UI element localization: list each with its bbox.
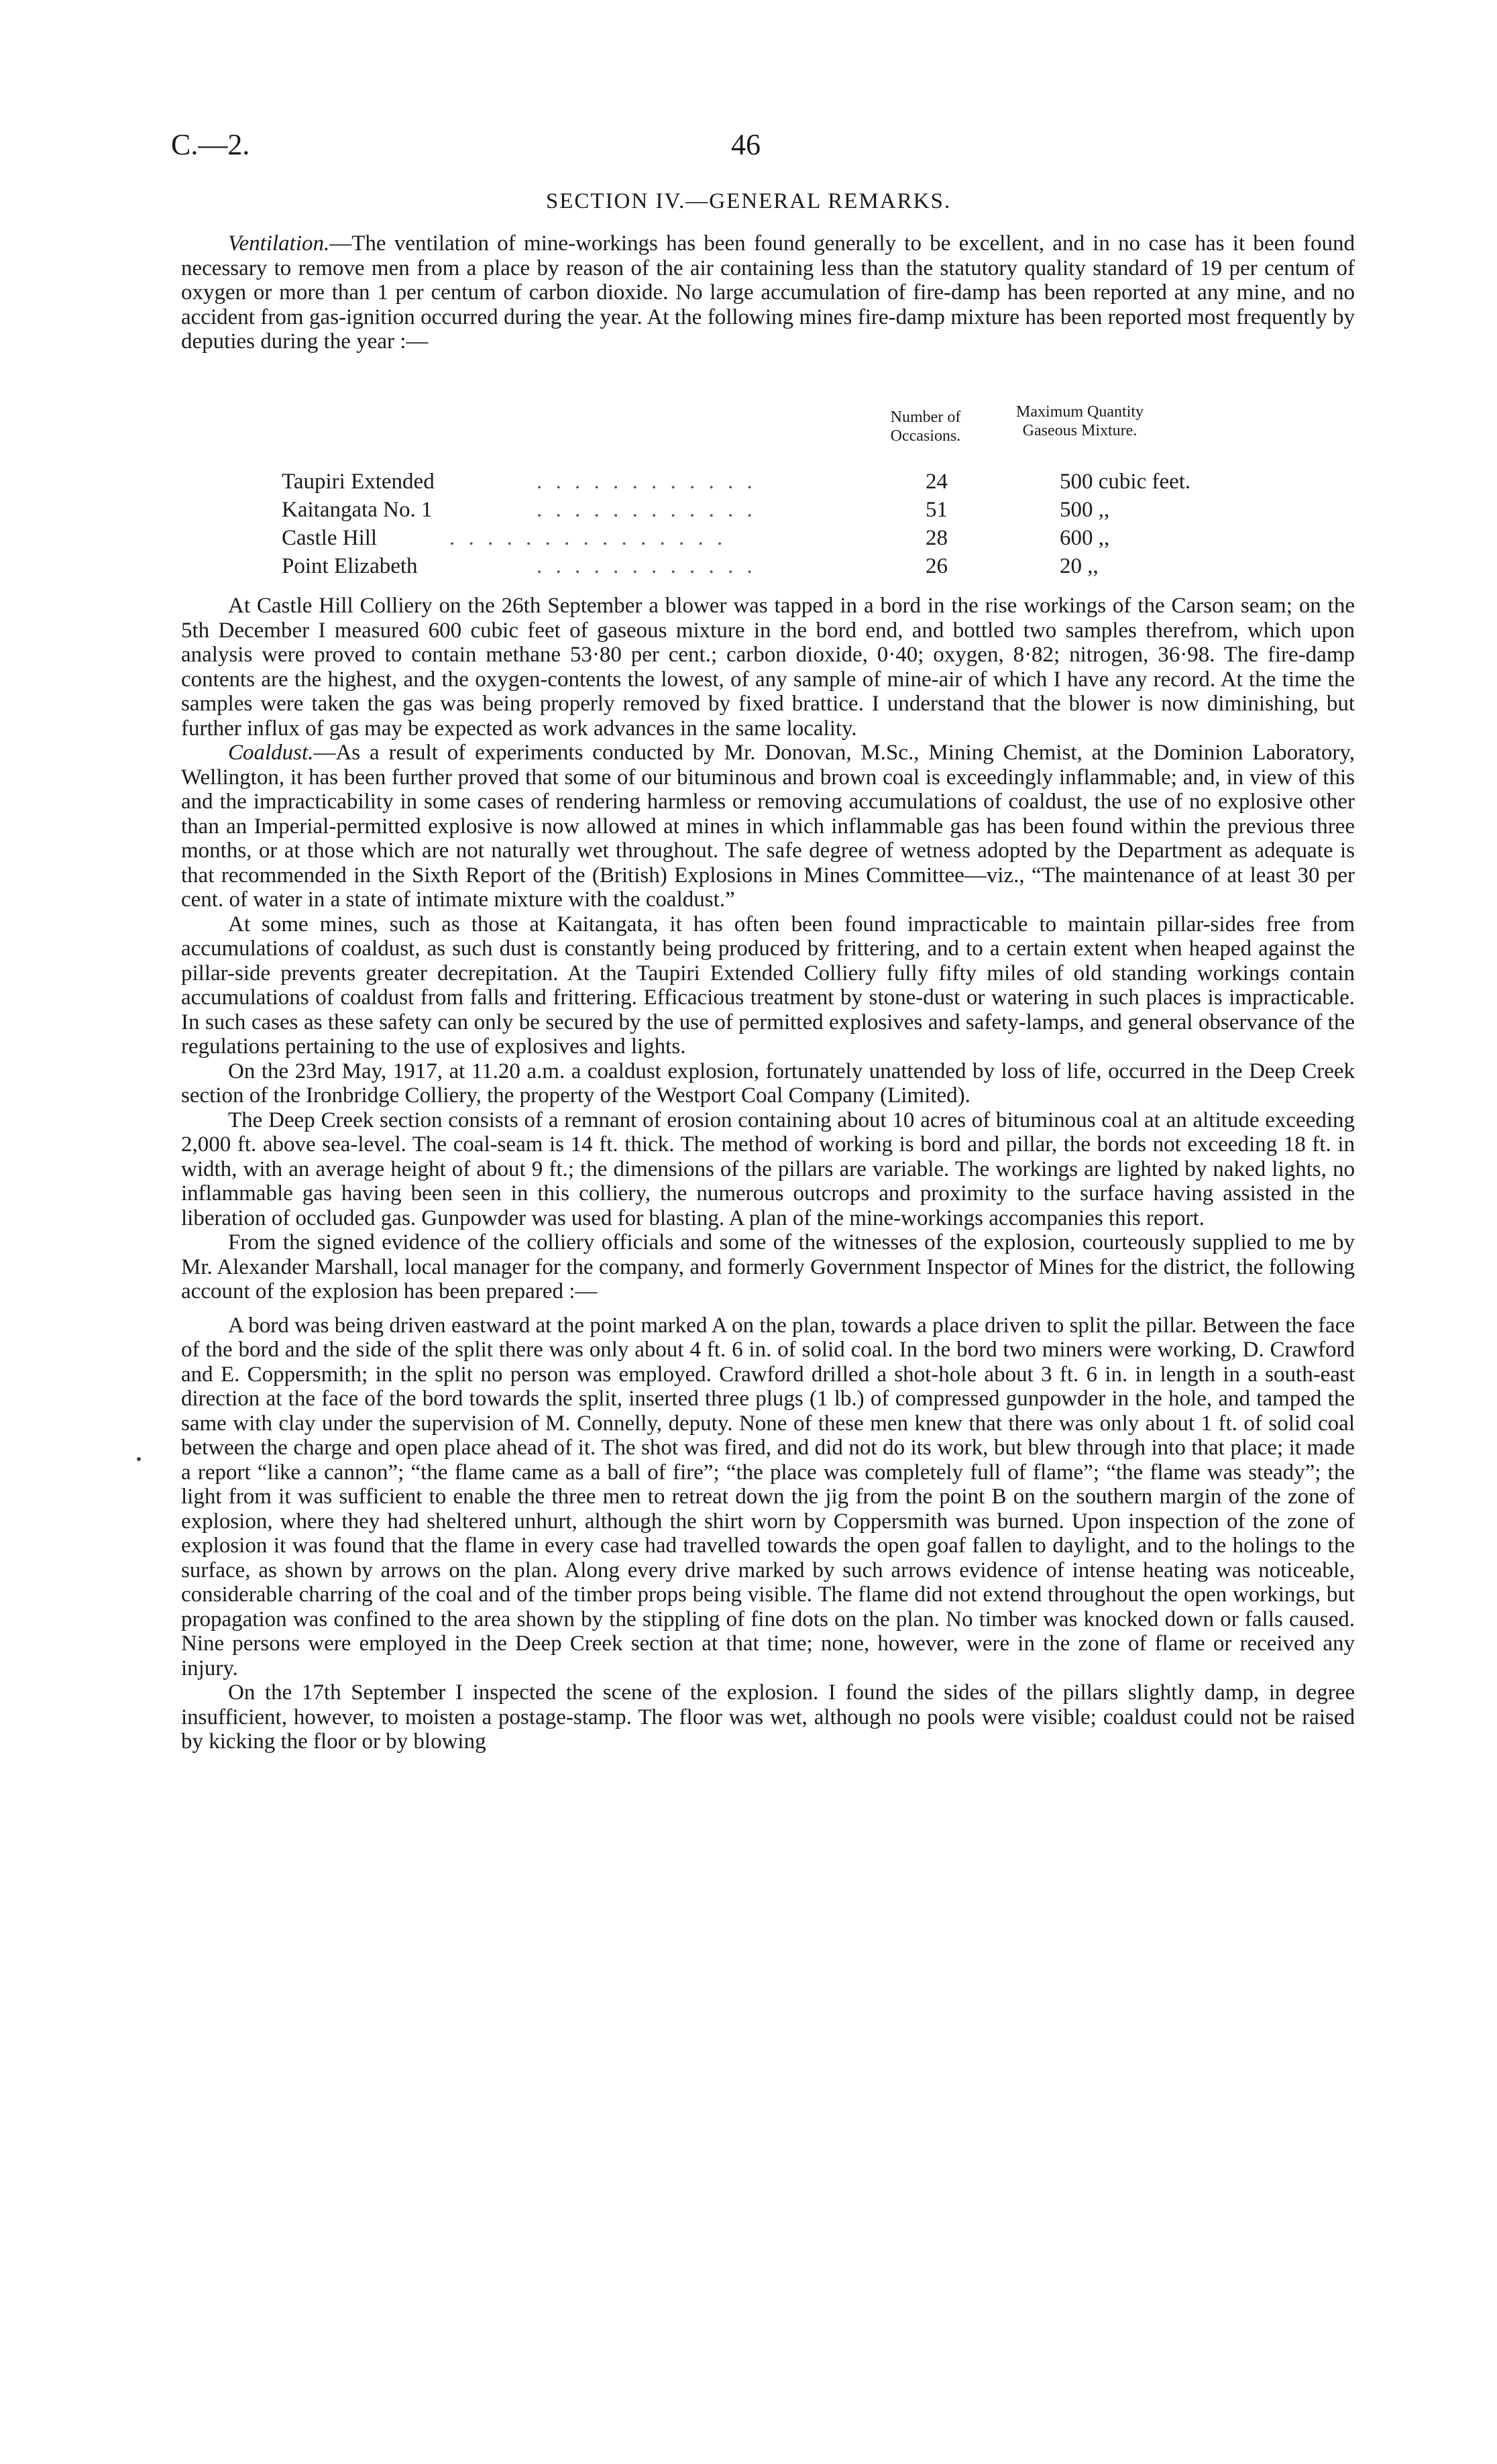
coaldust-lead: Coaldust. (228, 741, 314, 765)
page-number: 46 (731, 128, 761, 161)
ventilation-lead: Ventilation. (228, 231, 330, 256)
kaitangata-paragraph: At some mines, such as those at Kaitangata, it has often been found impracticable to maintain pillar-sides free from accumulations of coaldust, as such dust is constantly being produced by frittering, and to a certain extent when heaped against the pillar-side prevents greater decrepitation. At the Taupiri Extended Colliery fully fifty miles of old standing workings contain accumulations of coaldust from falls and frittering. Efficacious treatment by stone-dust or watering in such places is impracticable. In such cases as these safety can only be secured by the use of permitted explosives and safety-lamps, and general observance of the regulations pertaining to the use of explosives and lights. (181, 912, 1355, 1059)
ventilation-paragraph (181, 231, 1355, 354)
ventilation-text: —The ventilation of mine-workings has been found generally to be excellent, and in no case has it been found necessary to remove men from a place by reason of the air containing less than the statutory quality standard of 19 per centum of oxygen or more than 1 per centum of carbon dioxide. No large accumulation of fire-damp has been reported at any mine, and no accident from gas-ignition occurred during the year. At the following mines fire-damp mixture has been reported most frequently by deputies during the year :— (181, 231, 1355, 354)
leader-dots: . . . . . . . . . . . . . . . (449, 526, 727, 550)
quantity-value: 500 ,, (1060, 498, 1110, 522)
mine-name: Point Elizabeth (282, 554, 418, 578)
leader-dots: . . . . . . . . . . . . (537, 498, 757, 522)
leader-dots: . . . . . . . . . . . . (537, 470, 757, 494)
evidence-paragraph: From the signed evidence of the colliery officials and some of the witnesses of the explosion, courteously supplied to me by Mr. Alexander Marshall, local manager for the company, and formerly Government Inspector of Mines for the district, the following account of the explosion has been prepared :— (181, 1230, 1355, 1303)
coaldust-text: —As a result of experiments conducted by Mr. Donovan, M.Sc., Mining Chemist, at the Dominion Laboratory, Wellington, it has been further proved that some of our bituminous and brown coal is exceedingly inflammable; and, in view of this and the impracticability in some cases of rendering harmless or removing accumulations of coaldust, the use of no explosive other than an Imperial-permitted explosive is now allowed at mines in which inflammable gas has been found within the previous three months, or at those which are not naturally wet throughout. The safe degree of wetness adopted by the Department as adequate is that recommended in the Sixth Report of the (British) Explosions in Mines Committee—viz., “The maintenance of at least 30 per cent. of water in a state of intimate mixture with the coaldust.” (181, 741, 1355, 912)
section-title: SECTION IV.—GENERAL REMARKS. (545, 189, 952, 213)
column-header-quantity: Maximum Quantity Gaseous Mixture. (1016, 403, 1144, 439)
occasions-value: 51 (926, 498, 948, 522)
column-header-occasions: Number of Occasions. (890, 409, 961, 445)
quantity-value: 600 ,, (1060, 526, 1110, 550)
inspection-paragraph: On the 17th September I inspected the scene of the explosion. I found the sides of the pillars slightly damp, in degree insufficient, however, to moisten a postage-stamp. The floor was wet, although no pools were visible; coaldust could not be raised by kicking the floor or by blowing (181, 1680, 1355, 1754)
explosion-paragraph: On the 23rd May, 1917, at 11.20 a.m. a coaldust explosion, fortunately unattended by loss of life, occurred in the Deep Creek section of the Ironbridge Colliery, the property of the Westport Coal Company (Limited). (181, 1059, 1355, 1108)
document-reference: C.—2. (171, 128, 250, 161)
quantity-value: 500 cubic feet. (1060, 470, 1191, 494)
castle-hill-paragraph: At Castle Hill Colliery on the 26th September a blower was tapped in a bord in the rise workings of the Carson seam; on the 5th December I measured 600 cubic feet of gaseous mixture in the bord end, and bottled two samples therefrom, which upon analysis were proved to contain methane 53·80 per cent.; carbon dioxide, 0·40; oxygen, 8·82; nitrogen, 36·98. The fire-damp contents are the highest, and the oxygen-contents the lowest, of any sample of mine-air of which I have any record. At the time the samples were taken the gas was being properly removed by fixed brattice. I understand that the blower is now diminishing, but further influx of gas may be expected as work advances in the same locality. (181, 594, 1355, 741)
leader-dots: . . . . . . . . . . . . (537, 554, 757, 578)
occasions-value: 26 (926, 554, 948, 578)
mine-name: Kaitangata No. 1 (282, 498, 433, 522)
coaldust-paragraph (181, 741, 1355, 912)
table-row (282, 470, 1288, 496)
table-row (282, 498, 1288, 525)
account-paragraph: A bord was being driven eastward at the point marked A on the plan, towards a place driven to split the pillar. Between the face of the bord and the side of the split there was only about 4 ft. 6 in. of solid coal. In the bord two miners were working, D. Crawford and E. Coppersmith; in the split no person was employed. Crawford drilled a shot-hole about 3 ft. 6 in. in length in a south-east direction at the face of the bord towards the split, inserted three plugs (1 lb.) of compressed gunpowder in the hole, and tamped the same with clay under the supervision of M. Connelly, deputy. None of these men knew that there was only about 1 ft. of solid coal between the charge and open place ahead of it. The shot was fired, and did not do its work, but blew through into that place; it made a report “like a cannon”; “the flame came as a ball of fire”; “the place was completely full of flame”; “the flame was steady”; the light from it was sufficient to enable the three men to retreat down the jig from the point B on the southern margin of the zone of explosion, where they had sheltered unhurt, although the shirt worn by Coppersmith was burned. Upon inspection of the zone of explosion it was found that the flame in every case had travelled towards the open goaf fallen to daylight, and to the holings to the surface, as shown by arrows on the plan. Along every drive marked by such arrows evidence of intense heating was noticeable, considerable charring of the coal and of the timber props being visible. The flame did not extend throughout the open workings, but propagation was confined to the area shown by the stippling of fine dots on the plan. No timber was knocked down or falls caused. Nine persons were employed in the Deep Creek section at that time; none, however, were in the zone of flame or received any injury. (181, 1313, 1355, 1680)
occasions-value: 24 (926, 470, 948, 494)
table-row (282, 526, 1288, 553)
table-row (282, 554, 1288, 581)
occasions-value: 28 (926, 526, 948, 550)
deep-creek-paragraph: The Deep Creek section consists of a remnant of erosion containing about 10 acres of bituminous coal at an altitude exceeding 2,000 ft. above sea-level. The coal-seam is 14 ft. thick. The method of working is bord and pillar, the bords not exceeding 18 ft. in width, with an average height of about 9 ft.; the dimensions of the pillars are variable. The workings are lighted by naked lights, no inflammable gas having been seen in this colliery, the numerous outcrops and proximity to the surface having assisted in the liberation of occluded gas. Gunpowder was used for blasting. A plan of the mine-workings accompanies this report. (181, 1108, 1355, 1230)
mine-name: Taupiri Extended (282, 470, 435, 494)
quantity-value: 20 ,, (1060, 554, 1099, 578)
margin-mark (137, 1457, 141, 1461)
body-text (181, 594, 1355, 1754)
mine-name: Castle Hill (282, 526, 378, 550)
